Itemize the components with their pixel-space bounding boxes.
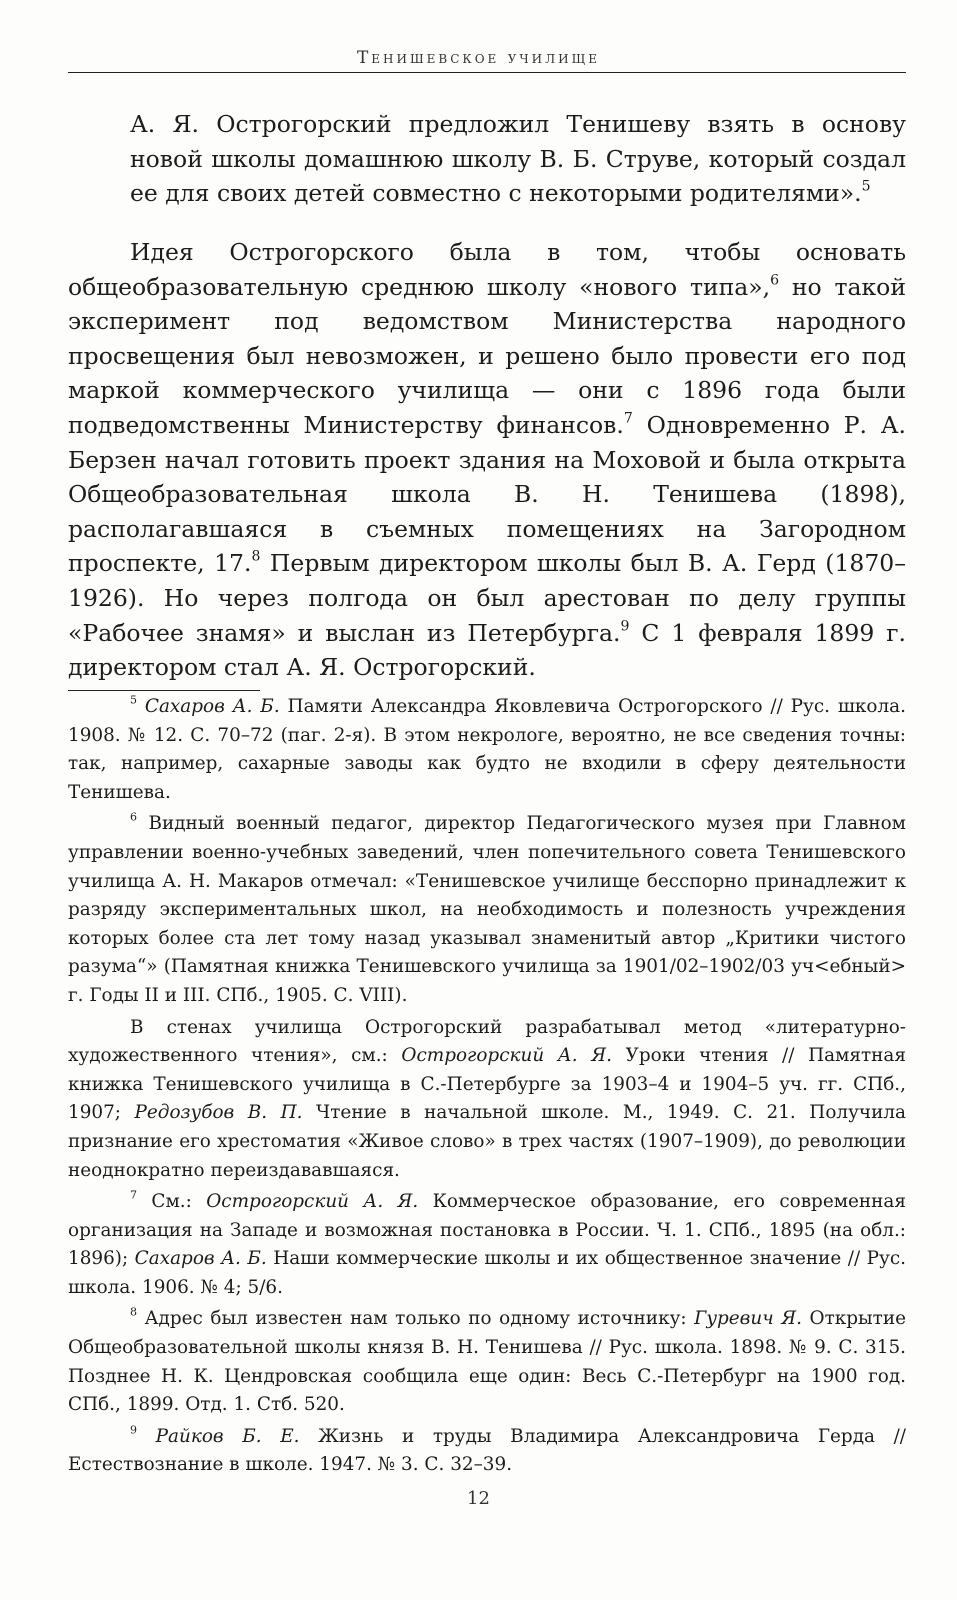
footnote-text: Уроки чтения // Памятная книжка Тенишевского училища в С.-Петербурге за 1903–4 и 1904–5 уч. гг. СПб., 1907;: [68, 1045, 906, 1124]
footnote-text: В стенах училища Острогорский разрабатывал метод «литературно-художественного чтения», см.:: [68, 1016, 906, 1067]
footnote-5: [68, 693, 906, 807]
footnote-author: Острогорский А. Я.: [401, 1045, 612, 1067]
footnote-author: Сахаров А. Б.: [144, 696, 280, 717]
footnote-ref-9[interactable]: 9: [620, 617, 630, 634]
footnote-7: [68, 1188, 906, 1302]
footnote-author: Острогорский А. Я.: [206, 1191, 419, 1213]
footnote-8: [68, 1305, 906, 1419]
header-rule: [68, 72, 906, 73]
footnote-text: Видный военный педагог, директор Педагогического музея при Главном управлении военно-учебных заведений, член попечительного совета Тенишевского училища А. Н. Макаров отмечал: «Тенишевское училище бесспорно принадлежит к разряду экспериментальных школ, на необходимость и полезность учреждения которых более ста лет тому назад указывал знаменитый автор „Критики чистого разума“» (Памятная книжка Тенишевского училища за 1901/02–1902/03 уч<ебный> г. Годы II и III. СПб., 1905. С. VIII).: [68, 813, 906, 1006]
footnotes: [68, 693, 906, 1483]
footnote-6-continued: [68, 1014, 906, 1186]
footnote-6: [68, 810, 906, 1010]
footnote-number: 6: [130, 811, 138, 825]
footnote-text: Открытие Общеобразовательной школы князя В. Н. Тенишева // Рус. школа. 1898. № 9. С. 315. Позднее Н. К. Цендровская сообщила еще один: Весь С.-Петербург на 1900 год. СПб., 1899. Отд. 1. Стб. 520.: [68, 1308, 906, 1416]
footnote-author: Редозубов В. П.: [134, 1102, 303, 1124]
footnote-ref-6[interactable]: 6: [770, 272, 780, 289]
running-title: Тенишевское училище: [356, 48, 601, 68]
paragraph-segment: но такой эксперимент под ведомством Министерства народного просвещения был невозможен, и решено было провести его под маркой коммерческого училища — они с 1896 года были подведомственны Министерству финансов.: [68, 272, 906, 439]
main-paragraph: [68, 235, 906, 685]
paragraph-segment: Одновременно Р. А. Берзен начал готовить проект здания на Моховой и была открыта Общеобразовательная школа В. Н. Тенишева (1898), располагавшаяся в съемных помещениях на Загородном проспекте, 17.: [68, 410, 906, 578]
paragraph-segment: С 1 февраля 1899 г. директором стал А. Я. Острогорский.: [68, 618, 906, 682]
footnote-text: Чтение в начальной школе. М., 1949. С. 21. Получила признание его хрестоматия «Живое слово» в трех частях (1907–1909), до революции неоднократно переиздававшаяся.: [68, 1102, 906, 1181]
footnote-9: [68, 1423, 906, 1480]
paragraph-segment: Идея Острогорского была в том, чтобы основать общеобразовательную среднюю школу «нового типа»,: [68, 238, 906, 301]
footnote-number: 8: [130, 1306, 138, 1320]
page-number: 12: [467, 1488, 490, 1509]
footnote-text: См.:: [137, 1191, 207, 1213]
footnote-author: Сахаров А. Б.: [134, 1248, 267, 1270]
footnote-number: 5: [130, 693, 138, 707]
quote-paragraph: [68, 107, 906, 211]
footnote-text: Адрес был известен нам только по одному источнику:: [137, 1308, 695, 1330]
footnote-rule: [68, 690, 260, 691]
footnote-author: Гуревич Я.: [694, 1308, 802, 1330]
footnote-text: Жизнь и труды Владимира Александровича Герда // Естествознание в школе. 1947. № 3. С. 32–39.: [68, 1425, 907, 1476]
paragraph-segment: Первым директором школы был В. А. Герд (1870–1926). Но через полгода он был арестован по делу группы «Рабочее знамя» и выслан из Петербурга.: [68, 549, 906, 647]
footnote-text: Памяти Александра Яковлевича Острогорского // Рус. школа. 1908. № 12. С. 70–72 (паг. 2-я). В этом некрологе, вероятно, не все сведения точны: так, например, сахарные заводы как будто не входили в сферу деятельности Тенишева.: [68, 696, 906, 803]
footnote-ref-7[interactable]: 7: [623, 410, 633, 427]
footnote-text: Наши коммерческие школы и их общественное значение // Рус. школа. 1906. № 4; 5/6.: [68, 1248, 906, 1298]
footnote-author: Райков Б. Е.: [155, 1425, 300, 1447]
footnote-ref-5[interactable]: 5: [861, 178, 871, 195]
footnote-number: 9: [130, 1423, 138, 1437]
footnote-ref-8[interactable]: 8: [251, 548, 261, 565]
footnote-text: Коммерческое образование, его современная организация на Западе и возможная постановка в России. Ч. 1. СПб., 1895 (на обл.: 1896);: [68, 1191, 906, 1270]
footnote-number: 7: [130, 1188, 138, 1202]
quote-text: А. Я. Острогорский предложил Тенишеву взять в основу новой школы домашнюю школу В. Б. Струве, который создал ее для своих детей совместно с некоторыми родителями».: [130, 110, 906, 208]
